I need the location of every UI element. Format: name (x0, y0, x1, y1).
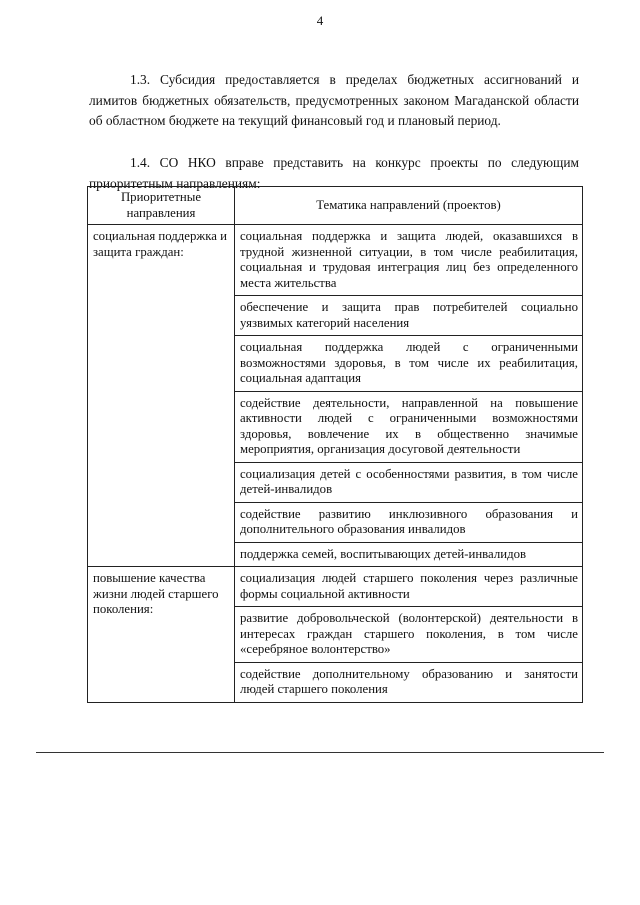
topic-cell: социальная поддержка людей с ограниченными возможностями здоровья, в том числе их реабилитация, социальная адаптация (235, 336, 583, 392)
direction-social-support: социальная поддержка и защита граждан: (88, 225, 235, 567)
paragraph-1-3: 1.3. Субсидия предоставляется в пределах бюджетных ассигнований и лимитов бюджетных обязательств, предусмотренных законом Магаданской области об областном бюджете на текущий финансовый год и плановый период. (89, 72, 579, 129)
table-header-row (88, 187, 583, 225)
topic-cell: развитие добровольческой (волонтерской) деятельности в интересах граждан старшего поколения, в том числе «серебряное волонтерство» (235, 607, 583, 663)
topic-cell: социализация детей с особенностями развития, в том числе детей-инвалидов (235, 462, 583, 502)
paragraph-1-4: 1.4. СО НКО вправе представить на конкурс проекты по следующим приоритетным направлениям: (89, 155, 579, 191)
footer-divider (36, 752, 604, 753)
topic-cell: социализация людей старшего поколения через различные формы социальной активности (235, 567, 583, 607)
topic-cell: содействие дополнительному образованию и занятости людей старшего поколения (235, 662, 583, 702)
topic-cell: содействие развитию инклюзивного образования и дополнительного образования инвалидов (235, 502, 583, 542)
priority-directions-table (87, 186, 583, 703)
table-row (88, 567, 583, 607)
page-number: 4 (316, 13, 324, 28)
table-row (88, 225, 583, 296)
direction-elderly-quality-of-life: повышение качества жизни людей старшего поколения: (88, 567, 235, 703)
header-directions: Приоритетные направления (88, 187, 235, 225)
topic-cell: содействие деятельности, направленной на повышение активности людей с ограниченными возможностями здоровья, вовлечение их в общественно значимые мероприятия, организация досуговой деятельности (235, 391, 583, 462)
topic-cell: социальная поддержка и защита людей, оказавшихся в трудной жизненной ситуации, в том числе реабилитация, социальная и трудовая интеграция лиц без определенного места жительства (235, 225, 583, 296)
topic-cell: поддержка семей, воспитывающих детей-инвалидов (235, 542, 583, 567)
header-topics: Тематика направлений (проектов) (235, 187, 583, 225)
topic-cell: обеспечение и защита прав потребителей социально уязвимых категорий населения (235, 296, 583, 336)
